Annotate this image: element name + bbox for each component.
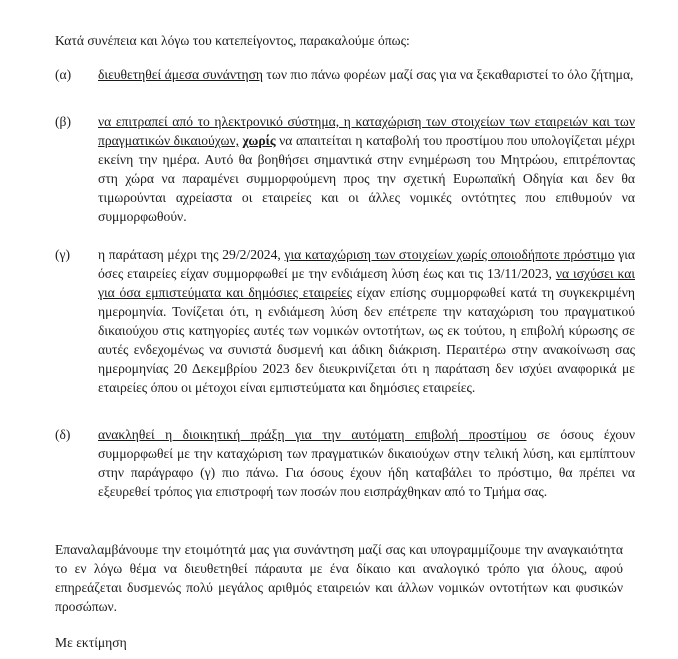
- closing-paragraph: Επαναλαμβάνουμε την ετοιμότητά μας για συνάντηση μαζί σας και υπογραμμίζουμε την αναγκαιότητα το εν λόγω θέμα να διευθετηθεί πάραυτα με ένα δίκαιο και αναλογικό τρόπο για όλους, αφού επηρεάζεται δυσμενώς πολύ μεγάλος αριθμός εταιρειών και άλλων νομικών οντοτήτων και φυσικών προσώπων.: [55, 542, 623, 614]
- item-text-part: ανακληθεί η διοικητική πράξη για την αυτόματη επιβολή προστίμου: [98, 427, 527, 442]
- signoff: Με εκτίμηση: [55, 635, 127, 650]
- item-body: [98, 112, 635, 226]
- item-body: [98, 245, 635, 397]
- item-text-part: είχαν επίσης συμμορφωθεί κατά τη συγκεκριμένη ημερομηνία. Τονίζεται ότι, η ενδιάμεση λύση δεν επέτρεπε την καταχώριση του πραγματικού δικαιούχου στις κατηγορίες αυτές των νομικών οντοτήτων, ως εκ τούτου, η επιβολή κύρωσης σε αυτές ενδεχομένως να συνιστά δυσμενή και άδικη διάκριση. Περαιτέρω στην ανακοίνωση σας ημερομηνίας 20 Δεκεμβρίου 2023 δεν διευκρινίζεται ότι η παράταση δεν ισχύει αναφορικά με εταιρείες όπου οι μέτοχοι είναι εμπιστεύματα και δημόσιες εταιρείες.: [98, 285, 635, 395]
- item-letter: (α): [55, 67, 72, 82]
- item-text-part: διευθετηθεί άμεσα συνάντηση: [98, 67, 264, 82]
- item-text-part: η παράταση μέχρι της 29/2/2024,: [98, 247, 285, 262]
- item-text-part: για καταχώριση των στοιχείων χωρίς οποιοδήποτε πρόστιμο: [284, 247, 615, 262]
- item-body: [98, 425, 635, 501]
- item-text-part: των πιο πάνω φορέων μαζί σας για να ξεκαθαριστεί το όλο ζήτημα,: [263, 67, 634, 82]
- item-text-part: σε όσους έχουν συμμορφωθεί με την καταχώριση των πραγματικών δικαιούχων στην τελική λύση, και εμπίπτουν στην παράγραφο (γ) πιο πάνω. Για όσους έχουν ήδη καταβάλει το πρόστιμο, θα πρέπει να εξευρεθεί τρόπος για επιστροφή των ποσών που εισπράχθηκαν από το Τμήμα σας.: [98, 427, 635, 499]
- item-letter: (δ): [55, 427, 71, 442]
- item-text-part-emphasis: χωρίς: [242, 133, 276, 148]
- item-text-part: να επιτραπεί από το ηλεκτρονικό σύστημα, η καταχώριση των στοιχείων των εταιρειών και των πραγματικών δικαιούχων,: [98, 114, 635, 148]
- item-body: [98, 65, 635, 84]
- item-text-part: για όσες εταιρείες είχαν συμμορφωθεί με την ενδιάμεση λύση έως και τις 13/11/2023,: [98, 247, 635, 281]
- item-text-part: να απαιτείται η καταβολή του προστίμου που υπολογίζεται μέχρι εκείνη την ημέρα. Αυτό θα βοηθήσει σημαντικά στην ενημέρωση του Μητρώου, επιτρέποντας στη χώρα να παραμένει συμμορφούμενη προς την σχετική Ευρωπαϊκή Οδηγία και δεν θα τιμωρούνται αχρείαστα οι εταιρείες και οι άλλες νομικές οντότητες που επιθυμούν να συμμορφωθούν.: [98, 133, 635, 224]
- item-letter: (γ): [55, 247, 71, 262]
- item-letter: (β): [55, 114, 71, 129]
- intro-paragraph: Κατά συνέπεια και λόγω του κατεπείγοντος, παρακαλούμε όπως:: [55, 33, 410, 48]
- item-text-part: να ισχύσει και για όσα εμπιστεύματα και δημόσιες εταιρείες: [98, 266, 635, 300]
